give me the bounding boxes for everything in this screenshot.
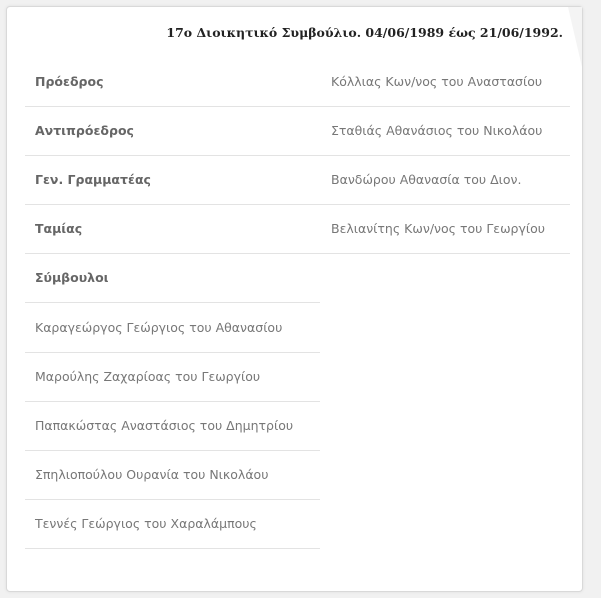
member-row bbox=[25, 304, 320, 353]
board-row-general-secretary bbox=[25, 156, 570, 205]
board-row-members-heading bbox=[25, 254, 320, 303]
page-title: 17ο Διοικητικό Συμβούλιο. 04/06/1989 έως 21/06/1992. bbox=[166, 25, 563, 40]
corner-notch bbox=[568, 7, 582, 67]
role-label: Ταμίας bbox=[35, 221, 83, 236]
member-name: Μαρούλης Ζαχαρίοας του Γεωργίου bbox=[35, 369, 261, 384]
role-label: Γεν. Γραμματέας bbox=[35, 172, 151, 187]
member-name: Σταθιάς Αθανάσιος του Νικολάου bbox=[331, 123, 543, 138]
member-row bbox=[25, 500, 320, 549]
member-name: Βελιανίτης Κων/νος του Γεωργίου bbox=[331, 221, 545, 236]
board-panel bbox=[6, 6, 583, 592]
member-name: Κόλλιας Κων/νος του Αναστασίου bbox=[331, 74, 543, 89]
member-row bbox=[25, 353, 320, 402]
role-label: Πρόεδρος bbox=[35, 74, 104, 89]
board-row-president bbox=[25, 58, 570, 107]
member-name: Καραγεώργος Γεώργιος του Αθανασίου bbox=[35, 320, 283, 335]
member-name: Βανδώρου Αθανασία του Διον. bbox=[331, 172, 522, 187]
member-name: Τεννές Γεώργιος του Χαραλάμπους bbox=[35, 516, 257, 531]
member-name: Παπακώστας Αναστάσιος του Δημητρίου bbox=[35, 418, 294, 433]
member-name: Σπηλιοπούλου Ουρανία του Νικολάου bbox=[35, 467, 269, 482]
board-row-vice-president bbox=[25, 107, 570, 156]
member-row bbox=[25, 402, 320, 451]
members-heading: Σύμβουλοι bbox=[35, 270, 109, 285]
role-label: Αντιπρόεδρος bbox=[35, 123, 134, 138]
member-row bbox=[25, 451, 320, 500]
board-row-treasurer bbox=[25, 205, 570, 254]
